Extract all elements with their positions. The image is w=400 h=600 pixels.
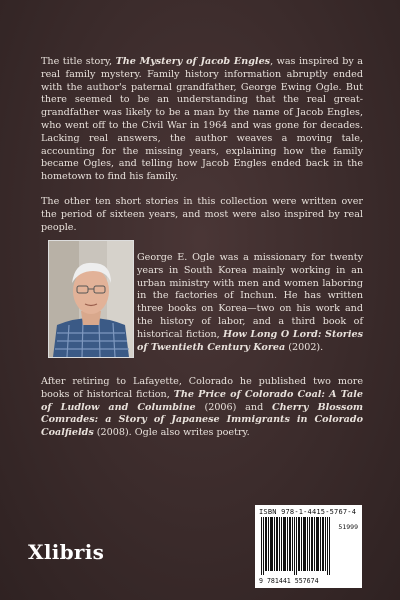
blurb-paragraph-1: [41, 56, 363, 184]
bio-text: (2002).: [285, 341, 324, 353]
bio-text: (2006) and: [195, 401, 273, 413]
barcode-number: 9 781441 557674: [259, 577, 319, 585]
isbn-label: ISBN 978-1-4415-5767-4: [259, 508, 357, 516]
bio-text: (2008). Ogle also writes poetry.: [93, 427, 250, 439]
blurb-text: The title story,: [41, 56, 116, 67]
book-title: Cherry Blossom Comrades: a Story of Japanese Immigrants in Colorado Coalfields: [41, 401, 364, 439]
blurb-paragraph-2: The other ten short stories in this collection were written over the period of sixteen years, and most were also inspired by real people.: [41, 196, 363, 233]
author-bio: [137, 252, 363, 354]
bio-text: George E. Ogle was a missionary for twenty years in South Korea mainly working in an urban ministry with men and women laboring in the factories of Inchun. He has written three books on Korea—two on his work and the history of labor, and a third book of historical fiction,: [137, 252, 363, 340]
author-bio-continued: [41, 376, 363, 440]
bio-text: After retiring to Lafayette, Colorado he published two more books of historical fiction,: [41, 376, 363, 400]
price-code: 51999: [338, 523, 358, 531]
publisher-logo: Xlibris: [28, 540, 105, 564]
isbn-barcode: [255, 505, 362, 588]
author-photo: [48, 240, 134, 358]
book-title: The Price of Colorado Coal: A Tale of Ludlow and Columbine: [41, 388, 363, 413]
book-title: The Mystery of Jacob Engles: [115, 56, 271, 67]
book-title: How Long O Lord: Stories of Twentieth Century Korea: [137, 328, 363, 353]
barcode-bars: [261, 517, 333, 575]
blurb-text: , was inspired by a real family mystery. Family history information abruptly ended with the author's paternal grandfather, George Ewing Ogle. But there seemed to be an understanding that the real great-grandfather was likely to be a man by the name of Jacob Engles, who went off to the Civil War in 1964 and was gone for decades. Lacking real answers, the author weaves a moving tale, accounting for the missing years, explaining how the family became Ogles, and telling how Jacob Engles ended back in the hometown to find his family.: [41, 56, 364, 183]
